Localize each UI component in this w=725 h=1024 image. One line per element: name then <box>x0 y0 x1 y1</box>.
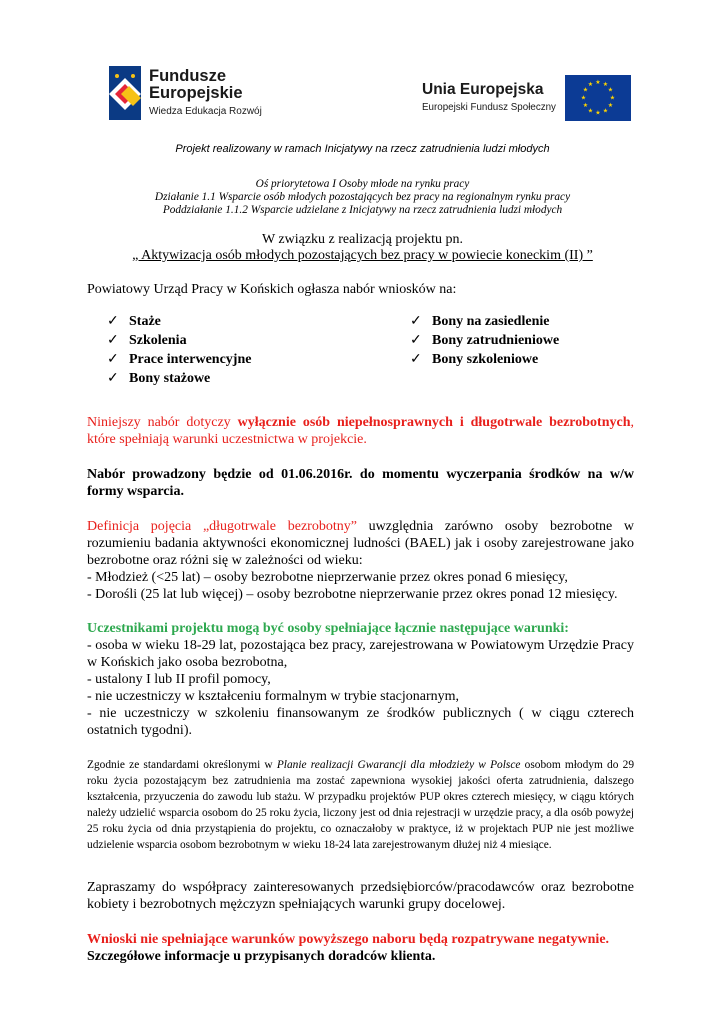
ue-logo-text <box>422 81 556 113</box>
definition-item-1: - Młodzież (<25 lat) – osoby bezrobotne nieprzerwanie przez okres ponad 6 miesięcy, <box>87 570 568 585</box>
participants-section <box>87 620 634 739</box>
svg-text:★: ★ <box>607 102 614 109</box>
svg-text:★: ★ <box>582 86 589 94</box>
check-icon: ✓ <box>410 352 422 367</box>
invitation: Zapraszamy do współpracy zainteresowanych przedsiębiorców/pracodawców oraz bezrobotne kobiety i bezrobotnych mężczyzn spełniających warunki grupy docelowej. <box>87 880 634 912</box>
fe-title-2: Europejskie <box>149 84 243 102</box>
svg-text:★: ★ <box>587 81 594 88</box>
svg-text:★: ★ <box>580 94 587 102</box>
ue-title: Unia Europejska <box>422 81 544 98</box>
fe-logo-text <box>149 68 262 118</box>
definition: Definicja pojęcia „długotrwale bezrobotny” uwzględnia zarówno osoby bezrobotne w rozumieniu badania aktywności ekonomicznej ludności (BAEL) jak i osoby zarejestrowane jako bezrobotne oraz różni się w zależności od wieku: - Młodzież (<25 lat) – osoby bezrobotne nieprzerwanie przez okres ponad 6 miesięcy, - Dorośli (25 lat lub więcej) – osoby bezrobotne nieprzerwanie przez okres ponad 12 miesięcy. <box>87 519 635 602</box>
checklist-right <box>410 312 559 369</box>
checklist-left <box>107 312 251 388</box>
intro-line-1: W związku z realizacją projektu pn. <box>261 232 464 247</box>
fe-subtitle: Wiedza Edukacja Rozwój <box>149 106 262 117</box>
recruitment-period: Nabór prowadzony będzie od 01.06.2016r. do momentu wyczerpania środków na w/w formy wsparcia. <box>87 467 634 499</box>
fe-title-1: Fundusze <box>149 67 226 85</box>
svg-text:★: ★ <box>595 109 601 117</box>
list-item: ✓ Staże <box>107 314 161 329</box>
svg-text:★: ★ <box>582 102 589 109</box>
svg-text:★: ★ <box>602 81 609 88</box>
svg-text:★: ★ <box>587 107 594 115</box>
list-item: ✓ Szkolenia <box>107 333 187 348</box>
check-icon: ✓ <box>107 371 119 386</box>
participants-heading: Uczestnikami projektu mogą być osoby spełniające łącznie następujące warunki: <box>87 621 569 636</box>
project-name: „ Aktywizacja osób młodych pozostających bez pracy w powiecie koneckim (II) ” <box>132 248 593 263</box>
project-line: Projekt realizowany w ramach Inicjatywy na rzecz zatrudnienia ludzi młodych <box>175 143 550 155</box>
plan-title: Planie realizacji Gwarancji dla młodzieży w Polsce <box>276 759 521 771</box>
announcement: Powiatowy Urząd Pracy w Końskich ogłasza nabór wniosków na: <box>87 282 457 297</box>
ue-subtitle: Europejski Fundusz Społeczny <box>422 102 556 113</box>
closing-notes <box>87 931 634 965</box>
check-icon: ✓ <box>107 352 119 367</box>
participant-condition: - nie uczestniczy w kształceniu formalnym w trybie stacjonarnym, <box>87 689 460 704</box>
project-intro <box>0 232 725 264</box>
details-note: Szczegółowe informacje u przypisanych doradców klienta. <box>87 949 436 964</box>
warning-note: Wnioski nie spełniające warunków powyższego naboru będą rozpatrywane negatywnie. <box>87 932 610 947</box>
list-item: ✓ Bony zatrudnieniowe <box>410 333 560 348</box>
svg-text:★: ★ <box>607 86 614 94</box>
list-item: ✓ Prace interwencyjne <box>107 352 252 367</box>
eligibility-note: Niniejszy nabór dotyczy wyłącznie osób niepełnosprawnych i długotrwale bezrobotnych, które spełniają warunki uczestnictwa w projekcie. <box>87 415 635 447</box>
definition-term: Definicja pojęcia „długotrwale bezrobotny” <box>87 519 357 534</box>
fundusze-europejskie-logo <box>107 64 282 124</box>
axis-line-1: Oś priorytetowa I Osoby młode na rynku pracy <box>255 178 470 190</box>
axis-line-2: Działanie 1.1 Wsparcie osób młodych pozostających bez pracy na regionalnym rynku pracy <box>154 191 571 203</box>
axis-line-3: Poddziałanie 1.1.2 Wsparcie udzielane z Inicjatywy na rzecz zatrudnienia ludzi młodych <box>162 204 563 216</box>
participant-condition: - nie uczestniczy w szkoleniu finansowanym ze środków publicznych ( w ciągu czterech ostatnich tygodni). <box>87 706 634 738</box>
list-item: ✓ Bony na zasiedlenie <box>410 314 550 329</box>
list-item: ✓ Bony szkoleniowe <box>410 352 539 367</box>
eu-flag-icon <box>565 75 631 121</box>
unia-europejska-logo <box>422 75 634 125</box>
check-icon: ✓ <box>410 333 422 348</box>
standards-paragraph: Zgodnie ze standardami określonymi w Planie realizacji Gwarancji dla młodzieży w Polsce osobom młodym do 29 roku życia pozostającym bez zatrudnienia ma zostać zapewniona wysokiej jakości oferta zatrudnienia, dalszego kształcenia, przyuczenia do zawodu lub stażu. W przypadku projektów PUP okres czterech miesięcy, w ciągu których należy udzielić wsparcia osobom do 25 roku życia, liczony jest od dnia rejestracji w urzędzie pracy, a dla osób powyżej 25 roku życia od dnia przystąpienia do projektu, co oznaczałoby w praktyce, iż w projektach PUP nie jest możliwe udzielenie wsparcia osobom bezrobotnym w wieku 18-24 lata zarejestrowanym dłużej niż 4 miesiące. <box>87 759 635 851</box>
check-icon: ✓ <box>107 314 119 329</box>
definition-item-2: - Dorośli (25 lat lub więcej) – osoby bezrobotne nieprzerwanie przez okres ponad 12 miesięcy. <box>87 587 618 602</box>
list-item: ✓ Bony stażowe <box>107 371 211 386</box>
svg-text:★: ★ <box>602 107 609 115</box>
check-icon: ✓ <box>410 314 422 329</box>
svg-text:★: ★ <box>595 79 601 86</box>
fe-flag-icon <box>107 64 143 122</box>
participant-condition: - osoba w wieku 18-29 lat, pozostająca bez pracy, zarejestrowana w Powiatowym Urzędzie Pracy w Końskich jako osoba bezrobotna, <box>87 638 634 670</box>
participant-condition: - ustalony I lub II profil pomocy, <box>87 672 271 687</box>
svg-text:★: ★ <box>609 94 616 102</box>
eligibility-bold: wyłącznie osób niepełnosprawnych i długotrwale bezrobotnych <box>237 415 631 430</box>
axis-info <box>0 178 725 217</box>
check-icon: ✓ <box>107 333 119 348</box>
